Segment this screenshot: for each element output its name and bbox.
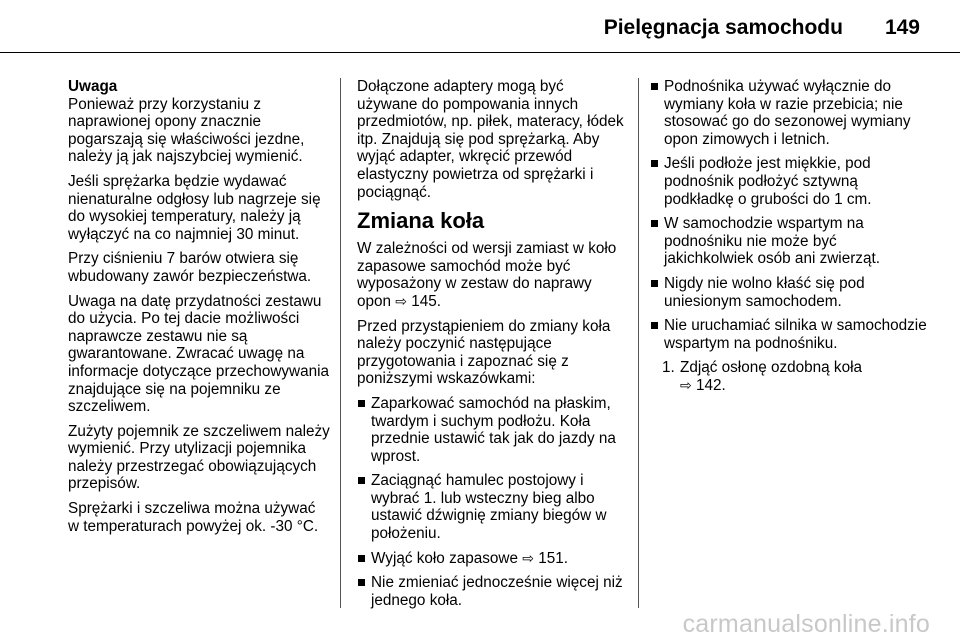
note-heading: Uwaga (68, 78, 118, 95)
column-divider (340, 78, 341, 608)
bullet-list (650, 78, 930, 352)
list-item (650, 317, 930, 352)
list-item-text: Zaciągnąć hamulec postojowy i wybrać 1. lub wsteczny bieg albo ustawić dźwignię zmiany biegów w położeniu. (371, 472, 607, 543)
step-number: 1. (662, 359, 675, 377)
paragraph: Sprężarki i szczeliwa można używać w temperaturach powyżej ok. -30 °C. (68, 500, 319, 535)
list-item-text: Zaparkować samochód na płaskim, twardym i suchym podłożu. Koła przednie ustawić tak jak do jazdy na wprost. (371, 394, 616, 465)
bullet-square-icon (651, 83, 658, 90)
watermark: carmanualsonline.info (682, 610, 930, 638)
bullet-square-icon (651, 220, 658, 227)
list-item (650, 78, 930, 148)
list-item-text: W samochodzie wspartym na podnośniku nie może być jakichkolwiek osób ani zwierząt. (664, 215, 880, 268)
paragraph: Ponieważ przy korzystaniu z naprawionej opony znacznie pogarszają się właściwości jezdne, należy ją jak najszybciej wymienić. (68, 95, 305, 166)
paragraph: Przed przystąpieniem do zmiany koła należy poczynić następujące przygotowania i zapoznać się z poniższymi wskazówkami: (357, 317, 611, 388)
bullet-square-icon (358, 477, 365, 484)
page-ref-arrow-icon: ⇨ (680, 376, 692, 393)
page-ref-arrow-icon: ⇨ (395, 292, 408, 309)
bullet-square-icon (651, 322, 658, 329)
paragraph: Dołączone adaptery mogą być używane do pompowania innych przedmiotów, np. piłek, materacy, łódek itp. Znajdują się pod sprężarką. Aby wyjąć adapter, wkręcić przewód elastyczny powietrza od sprężarki i pociągnąć. (357, 78, 624, 201)
bullet-square-icon (358, 579, 365, 586)
section-heading: Zmiana koła (357, 208, 485, 234)
list-item (650, 215, 930, 268)
header-title: Pielęgnacja samochodu (603, 16, 843, 39)
paragraph: Zużyty pojemnik ze szczeliwem należy wymienić. Przy utylizacji pojemnika należy przestrzegać obowiązujących przepisów. (68, 422, 330, 493)
bullet-square-icon (358, 400, 365, 407)
list-item-text: Nie uruchamiać silnika w samochodzie wspartym na podnośniku. (664, 317, 927, 352)
paragraph: Uwaga na datę przydatności zestawu do użycia. Po tej dacie możliwości naprawcze zestawu nie są gwarantowane. Zwracać uwagę na informacje dotyczące przechowywania znajdujące się na pojemniku ze szczeliwem. (68, 292, 330, 416)
page-ref[interactable]: 142. (695, 376, 726, 394)
column-right (650, 78, 930, 395)
page-ref-arrow-icon: ⇨ (522, 549, 534, 566)
page-number: 149 (884, 16, 920, 39)
page-ref[interactable]: 145. (411, 292, 442, 310)
column-divider (638, 78, 639, 608)
bullet-square-icon (651, 280, 658, 287)
list-item-text: Nigdy nie wolno kłaść się pod uniesionym samochodem. (664, 274, 865, 310)
paragraph: Przy ciśnieniu 7 barów otwiera się wbudowany zawór bezpieczeństwa. (68, 250, 312, 285)
column-left (68, 78, 330, 542)
list-item (650, 275, 930, 310)
header-rule (0, 52, 960, 53)
list-item-text: Podnośnika używać wyłącznie do wymiany koła w razie przebicia; nie stosować go do sezonowej wymiany opon zimowych i letnich. (664, 78, 911, 148)
list-item (357, 472, 627, 542)
bullet-list (357, 395, 627, 610)
page-header (604, 16, 920, 40)
list-item-text: Nie zmieniać jednocześnie więcej niż jednego koła. (371, 574, 623, 609)
paragraph-text: W zależności od wersji zamiast w koło zapasowe samochód może być wyposażony w zestaw do naprawy opon (357, 240, 617, 310)
list-item (357, 395, 627, 465)
list-item (357, 550, 627, 568)
list-item-text: Wyjąć koło zapasowe (371, 549, 518, 567)
bullet-square-icon (651, 160, 658, 167)
bullet-square-icon (358, 555, 365, 562)
list-item (357, 574, 627, 609)
paragraph: Jeśli sprężarka będzie wydawać nienaturalne odgłosy lub nagrzeje się do wysokiej temperatury, należy ją wyłączyć na co najmniej 30 minut. (68, 172, 321, 243)
list-item (650, 155, 930, 208)
step-text: Zdjąć osłonę ozdobną koła (680, 359, 862, 377)
column-middle (357, 78, 627, 616)
paragraph (357, 240, 627, 310)
numbered-step (650, 359, 930, 394)
page-ref[interactable]: 151. (538, 549, 568, 567)
list-item-text: Jeśli podłoże jest miękkie, pod podnośnik podłożyć sztywną podkładkę o grubości do 1 cm. (664, 155, 872, 208)
